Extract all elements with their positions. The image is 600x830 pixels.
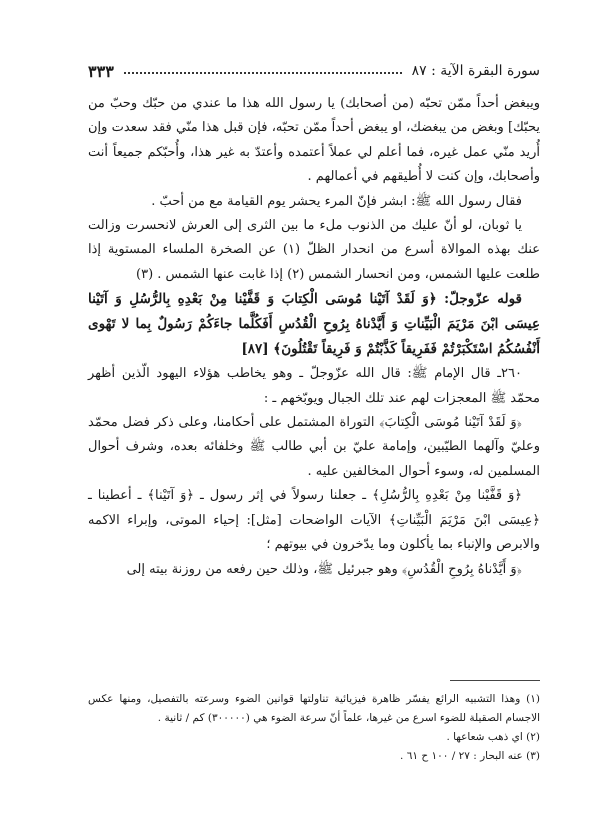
paragraph: ويبغض أحداً ممّن تحبّه (من أصحابك) يا رسول الله هذا ما عندي من حبّك وحبّ من يحبّك] وبغض من يبغضك، او يبغض أحداً ممّن تحبّه، فإن قبل هذا منّي فقد سعدت وإن أُريد منّي عمل غيره، فما أعلم لي عملاً أعتمده وأعتدّ به غير هذا، وأُحبّكم جميعاً أنت وأصحابك، وإن كنت لا أُطيقهم في أعمالهم .: [88, 96, 540, 185]
footnote: (٣) عنه البحار : ٢٧ / ١٠٠ ح ٦١ .: [400, 750, 540, 762]
footnotes: [88, 690, 540, 766]
paragraph: ﴿وَ قَفَّيْنا مِنْ بَعْدِهِ بِالرُّسُلِ﴾ ـ جعلنا رسولاً في إثر رسول ـ ﴿وَ آتَيْنا﴾ ـ أعطينا ـ ﴿عِيسَى ابْنَ مَرْيَمَ الْبَيِّناتِ﴾ الآيات الواضحات [مثل]: إحياء الموتى، وإبراء الاكمه والابرص والإنباء بما يأكلون وما يدّخرون في بيوتهم ؛: [88, 488, 540, 553]
page-number: ٣٣٣: [88, 61, 114, 81]
body-text: [88, 92, 540, 582]
header-dotted-rule: [124, 72, 402, 74]
paragraph: ﴿وَ لَقَدْ آتَيْنا مُوسَى الْكِتابَ﴾ التوراة المشتمل على أحكامنا، وعلى ذكر فضل محمّد وعليّ وآلهما الطيّبين، وإمامة عليّ بن أبي طالب ﷺ وخلفائه بعده، وشرف أحوال المسلمين له، وسوء أحوال المخالفين عليه .: [88, 415, 540, 479]
paragraph: يا ثوبان، لو أنّ عليك من الذنوب ملء ما بين الثرى إلى العرش لانحسرت وزالت عنك بهذه الموالاة أسرع من انحدار الظلّ (١) عن الصخرة الملساء المستوية إذا طلعت عليها الشمس، ومن انحسار الشمس (٢) إذا غابت عنها الشمس . (٣): [88, 218, 540, 282]
quran-verse: قوله عزّوجلّ: ﴿وَ لَقَدْ آتَيْنا مُوسَى الْكِتابَ وَ قَفَّيْنا مِنْ بَعْدِهِ بِالرُّسُلِ وَ آتَيْنا عِيسَى ابْنَ مَرْيَمَ الْبَيِّناتِ وَ أَيَّدْناهُ بِرُوحِ الْقُدُسِ أَفَكُلَّما جاءَكُمْ رَسُولٌ بِما لا تَهْوى أَنْفُسُكُمُ اسْتَكْبَرْتُمْ فَفَرِيقاً كَذَّبْتُمْ وَ فَرِيقاً تَقْتُلُونَ﴾ [٨٧]: [88, 291, 540, 358]
footnote: (١) وهذا التشبيه الرائع يفسّر ظاهرة فيزيائية تناولتها قوانين الضوء وسرعته بالتفصيل، ومنها عكس الاجسام الصقيلة للضوء اسرع من غيرها، علماً أنّ سرعة الضوء هي (٣٠٠٠٠٠) كم / ثانية .: [88, 693, 540, 724]
footnote: (٢) اي ذهب شعاعها .: [446, 731, 540, 743]
surah-label: سورة البقرة الآية : ٨٧: [411, 63, 540, 79]
paragraph: ﴿وَ أَيَّدْناهُ بِرُوحِ الْقُدُسِ﴾ وهو جبرئيل ﷺ، وذلك حين رفعه من روزنة بيته إلى: [126, 561, 522, 577]
paragraph: فقال رسول الله ﷺ: ابشر فإنّ المرء يحشر يوم القيامة مع من أحبّ .: [151, 193, 522, 209]
footnote-separator: [450, 680, 540, 681]
page-header: [88, 60, 540, 82]
paragraph-hadith-260: ٢٦٠ـ قال الإمام ﷺ: قال الله عزّوجلّ ـ وهو يخاطب هؤلاء اليهود الّذين أظهر محمّد ﷺ المعجزات لهم عند تلك الجبال ويوبّخهم ـ :: [88, 366, 540, 406]
